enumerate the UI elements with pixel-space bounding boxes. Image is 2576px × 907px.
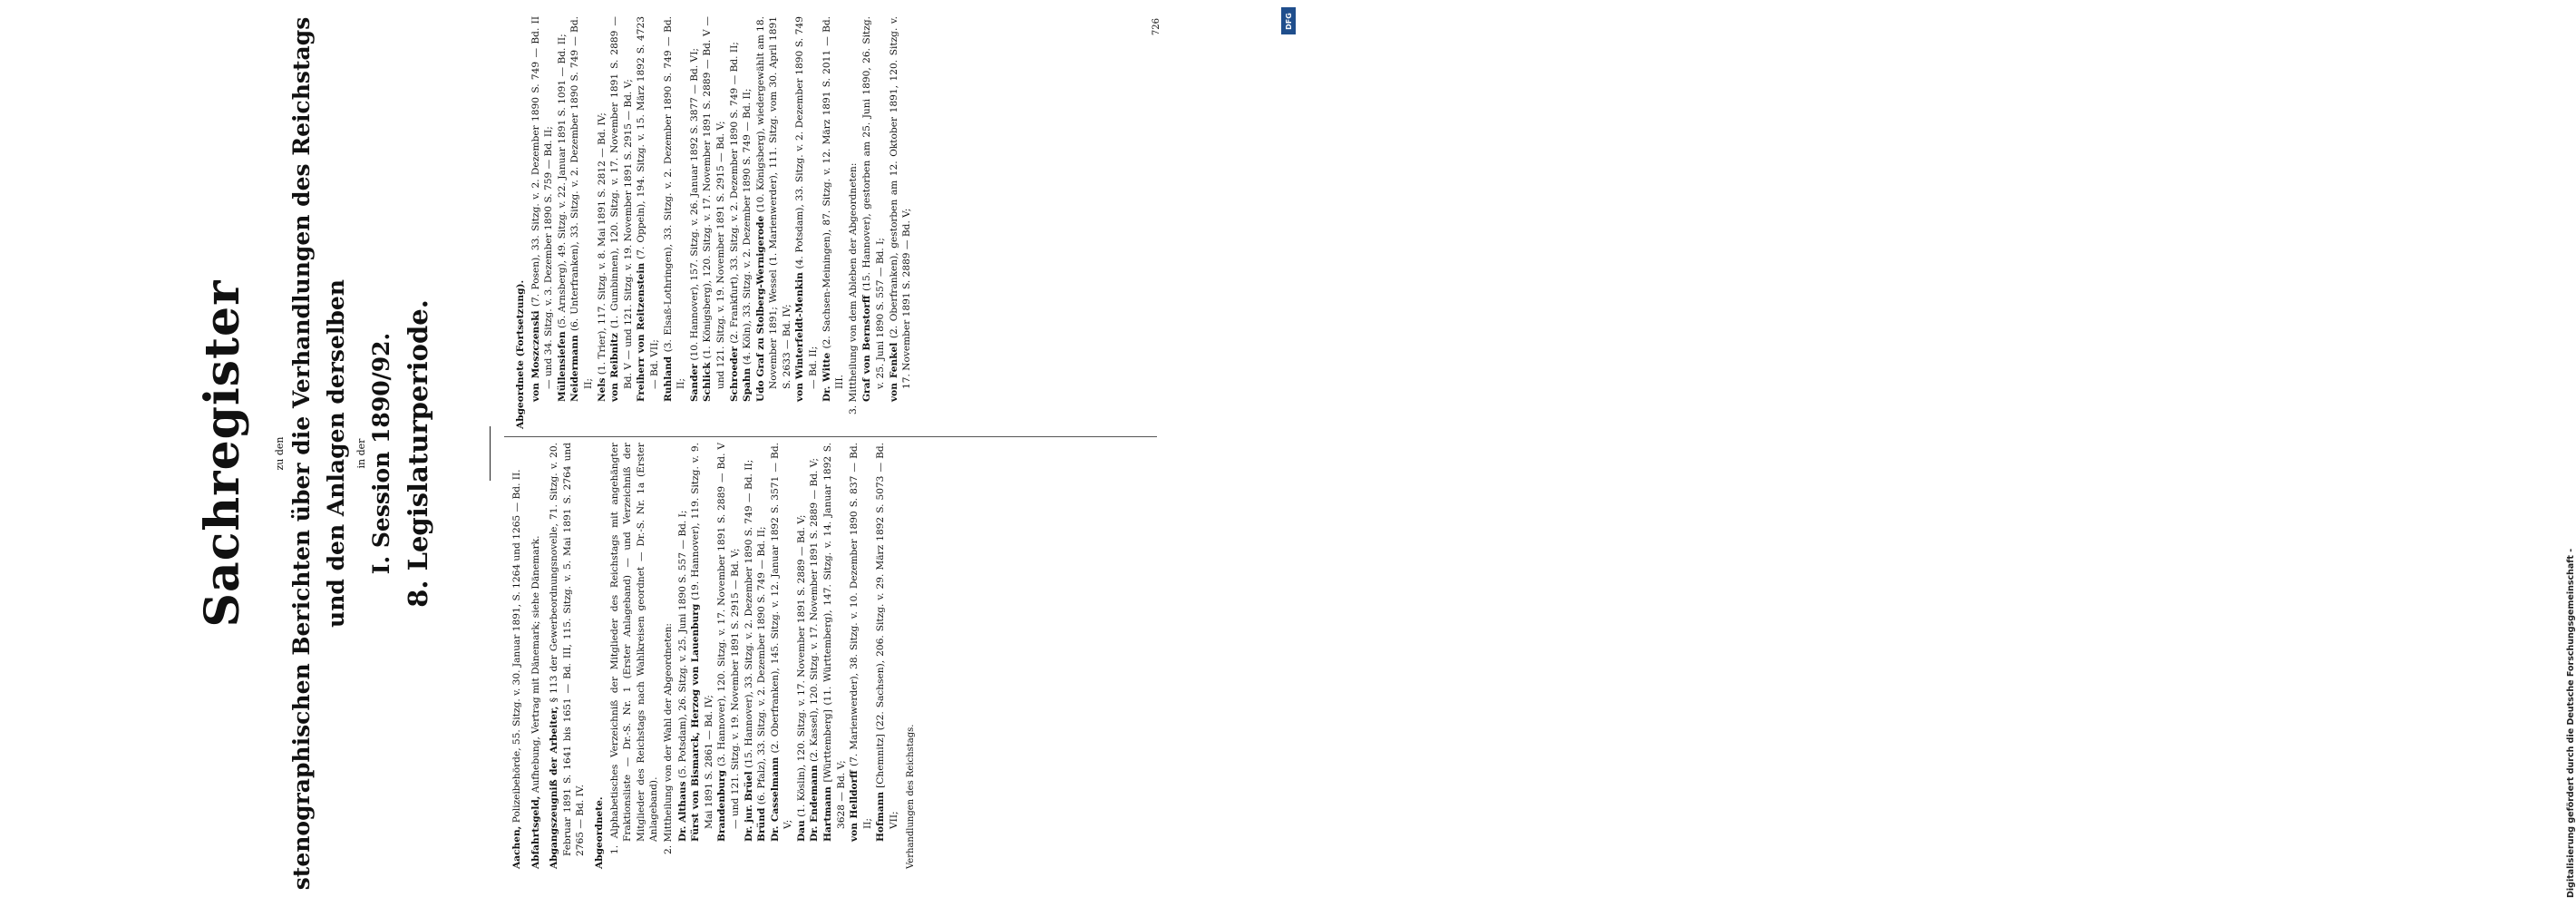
sub-entry-text: (3. Elsaß-Lothringen), 33. Sitzg. v. 2. Dezember 1890 S. 749 — Bd. II; bbox=[662, 16, 687, 389]
dfg-logo bbox=[1281, 7, 1296, 34]
sub-entry bbox=[715, 443, 742, 869]
sub-entry bbox=[821, 16, 847, 429]
member-name: Schlick bbox=[702, 362, 714, 402]
sub-entry-text: (4. Potsdam), 33. Sitzg. v. 2. Dezember 1890 S. 749 — Bd. II; bbox=[794, 16, 820, 389]
index-entry bbox=[510, 443, 524, 869]
sub-entry bbox=[688, 16, 702, 429]
sub-entry-text: (7. Marienwerder), 38. Sitzg. v. 10. Dezember 1890 S. 837 — Bd. II; bbox=[849, 443, 873, 829]
sub-entry-text: (4. Köln), 33. Sitzg. v. 2. Dezember 1890 S. 749 — Bd. II; bbox=[742, 88, 753, 368]
member-name: Müllensiefen bbox=[556, 331, 568, 402]
member-name: Dr. Endemann bbox=[809, 765, 821, 842]
sub-entry bbox=[793, 16, 820, 429]
sub-entry bbox=[689, 443, 715, 869]
sub-entry bbox=[874, 443, 900, 869]
sub-entry-text: (2. Kassel), 120. Sitzg. v. 17. November 1891 S. 2889 — Bd. V; bbox=[809, 458, 821, 766]
sub-entry bbox=[662, 16, 688, 429]
column-divider bbox=[504, 436, 1157, 437]
sub-entry bbox=[754, 16, 794, 429]
member-name: Neidermann bbox=[569, 335, 581, 402]
sub-entry bbox=[795, 443, 809, 869]
numbered-item: 1. Alphabetisches Verzeichniß der Mitglieder des Reichstags mit angehängter Fraktionsliste — Dr.-S. Nr. 1 (Erster Anlageband) — und Verzeichniß der Mitglieder des Reichstags nach Wahlkreisen geordnet — Dr.-S. Nr. 1a (Erster Anlageband). bbox=[608, 443, 660, 854]
document-subtitle-line1: stenographischen Berichten über die Verhandlungen des Reichstags bbox=[288, 16, 315, 891]
index-entry bbox=[548, 443, 588, 869]
document-heading: Sachregister bbox=[195, 279, 250, 628]
sub-entry bbox=[741, 16, 754, 429]
document-subtitle-line2: und den Anlagen derselben bbox=[323, 279, 349, 628]
sub-entry-text: (7. Oppeln), 194. Sitzg. v. 15. März 1892 S. 4723 — Bd. VII; bbox=[636, 16, 660, 389]
member-name: Hofmann bbox=[875, 791, 887, 842]
sub-entry bbox=[743, 443, 756, 869]
sub-entry bbox=[556, 16, 569, 429]
sub-entry bbox=[596, 16, 609, 429]
session-label: I. Session 1890/92. bbox=[368, 332, 394, 575]
sub-entry-text: (1. Köslin), 120. Sitzg. v. 17. November 1891 S. 2889 — Bd. V; bbox=[795, 514, 807, 821]
member-name: Brandenburg bbox=[716, 769, 728, 842]
member-name: von Winterfeldt-Menkin bbox=[794, 272, 806, 402]
sub-entry-text: (1. Königsberg), 120. Sitzg. v. 17. November 1891 S. 2889 — Bd. V — und 121. Sitzg. v. 19. November 1891 S. 2915 — Bd. V; bbox=[702, 16, 726, 389]
member-name: Dr. Witte bbox=[821, 352, 832, 402]
sub-entry-text: (10. Hannover), 157. Sitzg. v. 26. Januar 1892 S. 3877 — Bd. VI; bbox=[688, 48, 700, 365]
numbered-item: 2. Mittheilung von der Wahl der Abgeordneten: bbox=[662, 623, 674, 854]
member-name: Schroeder bbox=[728, 346, 740, 402]
entry-keyword: Aachen, bbox=[511, 825, 522, 869]
member-name: Freiherr von Reitzenstein bbox=[636, 262, 647, 402]
digitization-credit-bar bbox=[1280, 0, 2576, 907]
sub-entry-text: (2. Oberfranken), 145. Sitzg. v. 12. Januar 1892 S. 3571 — Bd. V; bbox=[769, 443, 794, 829]
member-name: Ruhland bbox=[662, 356, 674, 402]
footer-note: Verhandlungen des Reichstags. bbox=[905, 724, 916, 869]
sub-entry-text: (5. Potsdam), 26. Sitzg. v. 25. Juni 1890 S. 557 — Bd. I; bbox=[676, 510, 688, 782]
member-name: Sander bbox=[688, 364, 700, 402]
entry-text: Polizeibehörde, 55. Sitzg. v. 30. Januar 1891, S. 1264 und 1265 — Bd. II. bbox=[511, 469, 522, 826]
entry-keyword: Abfahrtsgeld, bbox=[530, 795, 541, 869]
sub-entry bbox=[888, 16, 914, 429]
index-entry bbox=[530, 443, 543, 869]
entry-text: § 113 der Gewerbeordnungsnovelle, 71. Sitzg. v. 20. Februar 1891 S. 1641 bis 1651 — Bd. III, 115. Sitzg. v. 5. Mai 1891 S. 2764 und 2765 — Bd. IV. bbox=[549, 443, 587, 856]
sub-entry bbox=[808, 443, 821, 869]
sub-entry-text: (15. Hannover), 33. Sitzg. v. 2. Dezember 1890 S. 749 — Bd. II; bbox=[743, 459, 754, 772]
sub-entry-text: (6. Pfalz), 33. Sitzg. v. 2. Dezember 1890 S. 749 — Bd. II; bbox=[756, 526, 768, 808]
sub-entry-text: [Württemberg] (11. Württemberg), 147. Sitzg. v. 14. Januar 1892 S. 3628 — Bd. V; bbox=[822, 443, 847, 829]
sub-entry bbox=[530, 16, 556, 429]
digitization-credit-text: Digitalisierung gefördert durch die Deutsche Forschungsgemeinschaft - bbox=[2566, 548, 2576, 898]
sub-entry bbox=[848, 443, 874, 869]
entry-keyword: Abgangszeugniß der Arbeiter, bbox=[549, 706, 560, 869]
sub-entry-text: (3. Hannover), 120. Sitzg. v. 17. November 1891 S. 2889 — Bd. V — und 121. Sitzg. v. 19. November 1891 S. 2915 — Bd. V; bbox=[716, 443, 741, 829]
member-name: Dr. jur. Brüel bbox=[743, 771, 754, 842]
left-column bbox=[510, 443, 927, 869]
member-name: Dr. Casselmann bbox=[769, 756, 781, 842]
right-column bbox=[510, 16, 914, 429]
sub-entry bbox=[728, 16, 742, 429]
sub-entry-text: [Chemnitz] (22. Sachsen), 206. Sitzg. v. 29. März 1892 S. 5073 — Bd. VII; bbox=[875, 443, 900, 829]
dfg-logo-text: DFG bbox=[1284, 12, 1293, 30]
sub-entry-text: (2. Frankfurt), 33. Sitzg. v. 2. Dezember 1890 S. 749 — Bd. II; bbox=[728, 42, 740, 347]
member-name: von Moszczenski bbox=[530, 310, 541, 402]
member-name: Spahn bbox=[742, 367, 753, 402]
sub-entry-text: (1. Trier), 117. Sitzg. v. 8. Mai 1891 S. 2812 — Bd. IV; bbox=[596, 112, 608, 378]
sub-entry bbox=[701, 16, 727, 429]
member-name: Dr. Althaus bbox=[676, 781, 688, 842]
member-name: Hartmann bbox=[822, 786, 834, 842]
member-name: von Reibnitz bbox=[609, 333, 621, 402]
section-heading: Abgeordnete. bbox=[593, 796, 605, 869]
entry-text: Aufhebung, Vertrag mit Dänemark; siehe Dänemark. bbox=[530, 535, 541, 796]
sub-entry bbox=[769, 443, 795, 869]
member-name: von Fenkel bbox=[888, 342, 899, 402]
member-name: Graf von Bernstorff bbox=[861, 295, 873, 402]
member-name: Fürst von Bismarck, Herzog von Lauenburg bbox=[690, 603, 702, 842]
sub-entry bbox=[608, 16, 635, 429]
member-name: Udo Graf zu Stolberg-Wernigerode bbox=[754, 215, 766, 402]
section-heading: Abgeordnete (Fortsetzung). bbox=[515, 279, 526, 429]
page-number: 726 bbox=[1152, 18, 1162, 36]
connector-zu: zu den bbox=[274, 436, 286, 471]
sub-entry bbox=[676, 443, 690, 869]
sub-entry-text: (2. Sachsen-Meiningen), 87. Sitzg. v. 12. März 1891 S. 2011 — Bd. III. bbox=[821, 16, 846, 389]
sub-entry-text: (10. Königsberg), wiedergewählt am 18. November 1891; Wessel (1. Marienwerder), 111. Sitzg. vom 30. April 1891 S. 2633 — Bd. IV; bbox=[754, 16, 792, 389]
sub-entry-text: (15. Hannover), gestorben am 25. Juni 1890, 26. Sitzg. v. 25. Juni 1890 S. 557 — Bd. I; bbox=[861, 16, 887, 389]
title-rule bbox=[490, 426, 491, 481]
member-name: Dau bbox=[795, 820, 807, 842]
legislative-period-label: 8. Legislaturperiode. bbox=[403, 299, 433, 608]
sub-entry-text: (2. Oberfranken), gestorben am 12. Oktober 1891, 120. Sitzg. v. 17. November 1891 S. 2889 — Bd. V; bbox=[888, 16, 913, 389]
sub-entry-text: (5. Arnsberg), 49. Sitzg. v. 22. Januar 1891 S. 1091 — Bd. II; bbox=[556, 34, 568, 332]
sub-entry-text: (1. Gumbinnen), 120. Sitzg. v. 17. November 1891 S. 2889 — Bd. V — und 121. Sitzg. v. 19. November 1891 S. 2915 — Bd. V; bbox=[609, 16, 634, 389]
sub-entry-text: (6. Unterfranken), 33. Sitzg. v. 2. Dezember 1890 S. 749 — Bd. II; bbox=[569, 16, 594, 389]
sub-entry bbox=[569, 16, 595, 429]
connector-in: in der bbox=[355, 438, 367, 469]
sub-entry bbox=[821, 443, 848, 869]
sub-entry bbox=[755, 443, 769, 869]
sub-entry-text: (7. Posen), 33. Sitzg. v. 2. Dezember 1890 S. 749 — Bd. II — und 34. Sitzg. v. 3. Dezember 1890 S. 759 — Bd. II; bbox=[530, 15, 555, 389]
member-name: Nels bbox=[596, 377, 608, 402]
member-name: von Helldorff bbox=[849, 770, 860, 842]
sub-entry-text: (19. Hannover), 119. Sitzg. v. 9. Mai 1891 S. 2861 — Bd. IV; bbox=[690, 443, 714, 829]
sub-entry bbox=[635, 16, 661, 429]
sub-entry bbox=[860, 16, 887, 429]
member-name: Bründ bbox=[756, 807, 768, 842]
numbered-item: 3. Mittheilung von dem Ableben der Abgeordneten: bbox=[847, 162, 859, 414]
